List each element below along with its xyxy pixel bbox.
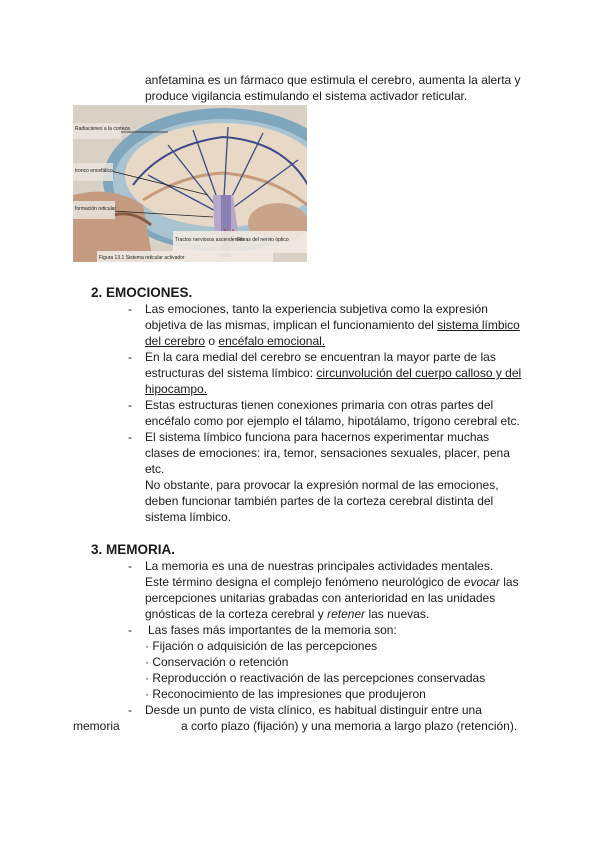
emociones-item-4-line-1: El sistema límbico funciona para hacernos experimentar muchas (145, 430, 490, 444)
label-top: Radiaciones a la corteza (75, 126, 130, 132)
emociones-item-4-line-2: clases de emociones: ira, temor, sensaciones sexuales, placer, pena (145, 446, 510, 460)
memoria-phase-2: · Conservación o retención (145, 655, 289, 669)
brain-figure (73, 105, 307, 262)
emociones-item-4-line-5: deben funcionar también partes de la corteza cerebral distinta del (145, 494, 494, 508)
emociones-item-1-line-1: Las emociones, tanto la experiencia subjetiva como la expresión (145, 302, 488, 316)
label-low: formación reticular (75, 206, 117, 212)
brain-illustration (73, 105, 307, 262)
emociones-item-1-line-2: objetiva de las mismas, implican el funcionamiento del sistema límbico (145, 318, 520, 332)
label-mid: tronco encefálico (75, 168, 113, 174)
emociones-item-3-line-1: Estas estructuras tienen conexiones primaria con otras partes del (145, 398, 494, 412)
bullet-dash: - (128, 559, 132, 573)
emociones-item-1-line-3: del cerebro o encéfalo emocional. (145, 334, 326, 348)
memoria-phase-4: · Reconocimiento de las impresiones que produjeron (145, 687, 426, 701)
bullet-dash: - (128, 302, 132, 316)
memoria-item-1-line-3: percepciones unitarias grabadas con anterioridad en las unidades (145, 591, 496, 605)
emociones-item-4-line-4: No obstante, para provocar la expresión normal de las emociones, (145, 478, 499, 492)
bullet-dash: - (128, 398, 132, 412)
memoria-item-3-word: memoria (73, 719, 120, 733)
emociones-item-4-line-3: etc. (145, 462, 165, 476)
memoria-item-1-line-1: La memoria es una de nuestras principales actividades mentales. (145, 559, 494, 573)
bullet-dash: - (128, 703, 132, 717)
intro-line-2: produce vigilancia estimulando el sistema activador reticular. (145, 89, 468, 103)
memoria-item-1-line-2: Este término designa el complejo fenómeno neurológico de evocar las (145, 575, 519, 589)
emociones-item-2-line-1: En la cara medial del cerebro se encuentran la mayor parte de las (145, 350, 496, 364)
memoria-item-3-line-1: Desde un punto de vista clínico, es habitual distinguir entre una (145, 703, 482, 717)
memoria-item-1-line-4: gnósticas de la corteza cerebral y retener las nuevas. (145, 607, 430, 621)
emociones-item-3-line-2: encéfalo como por ejemplo el tálamo, hipotálamo, trígono cerebral etc. (145, 414, 520, 428)
emociones-item-2-line-2: estructuras del sistema límbico: circunvolución del cuerpo calloso y del (145, 366, 522, 380)
intro-line-1: anfetamina es un fármaco que estimula el cerebro, aumenta la alerta y (145, 73, 521, 87)
emociones-item-4-line-6: sistema límbico. (145, 510, 232, 524)
emociones-item-2-line-3: hipocampo. (145, 382, 208, 396)
memoria-phase-1: · Fijación o adquisición de las percepciones (145, 639, 378, 653)
bullet-dash: - (128, 623, 132, 637)
link-sistema-limbico: sistema límbico (437, 318, 520, 332)
memoria-item-2-line-1: Las fases más importantes de la memoria son: (148, 623, 397, 637)
bullet-dash: - (128, 430, 132, 444)
memoria-item-3-line-2: a corto plazo (fijación) y una memoria a largo plazo (retención). (181, 719, 518, 733)
label-bottom-left: Tractos nerviosos ascendentes (175, 237, 245, 243)
bullet-dash: - (128, 350, 132, 364)
memoria-phase-3: · Reproducción o reactivación de las percepciones conservadas (145, 671, 486, 685)
label-bottom-right: Fibras del nervio óptico (237, 237, 289, 243)
section-heading-emociones: 2. EMOCIONES. (91, 285, 193, 300)
figure-caption: Figura 13.1 Sistema reticular activador (99, 255, 185, 261)
section-heading-memoria: 3. MEMORIA. (91, 542, 176, 557)
link-encefalo-emocional: encéfalo emocional. (218, 334, 326, 348)
